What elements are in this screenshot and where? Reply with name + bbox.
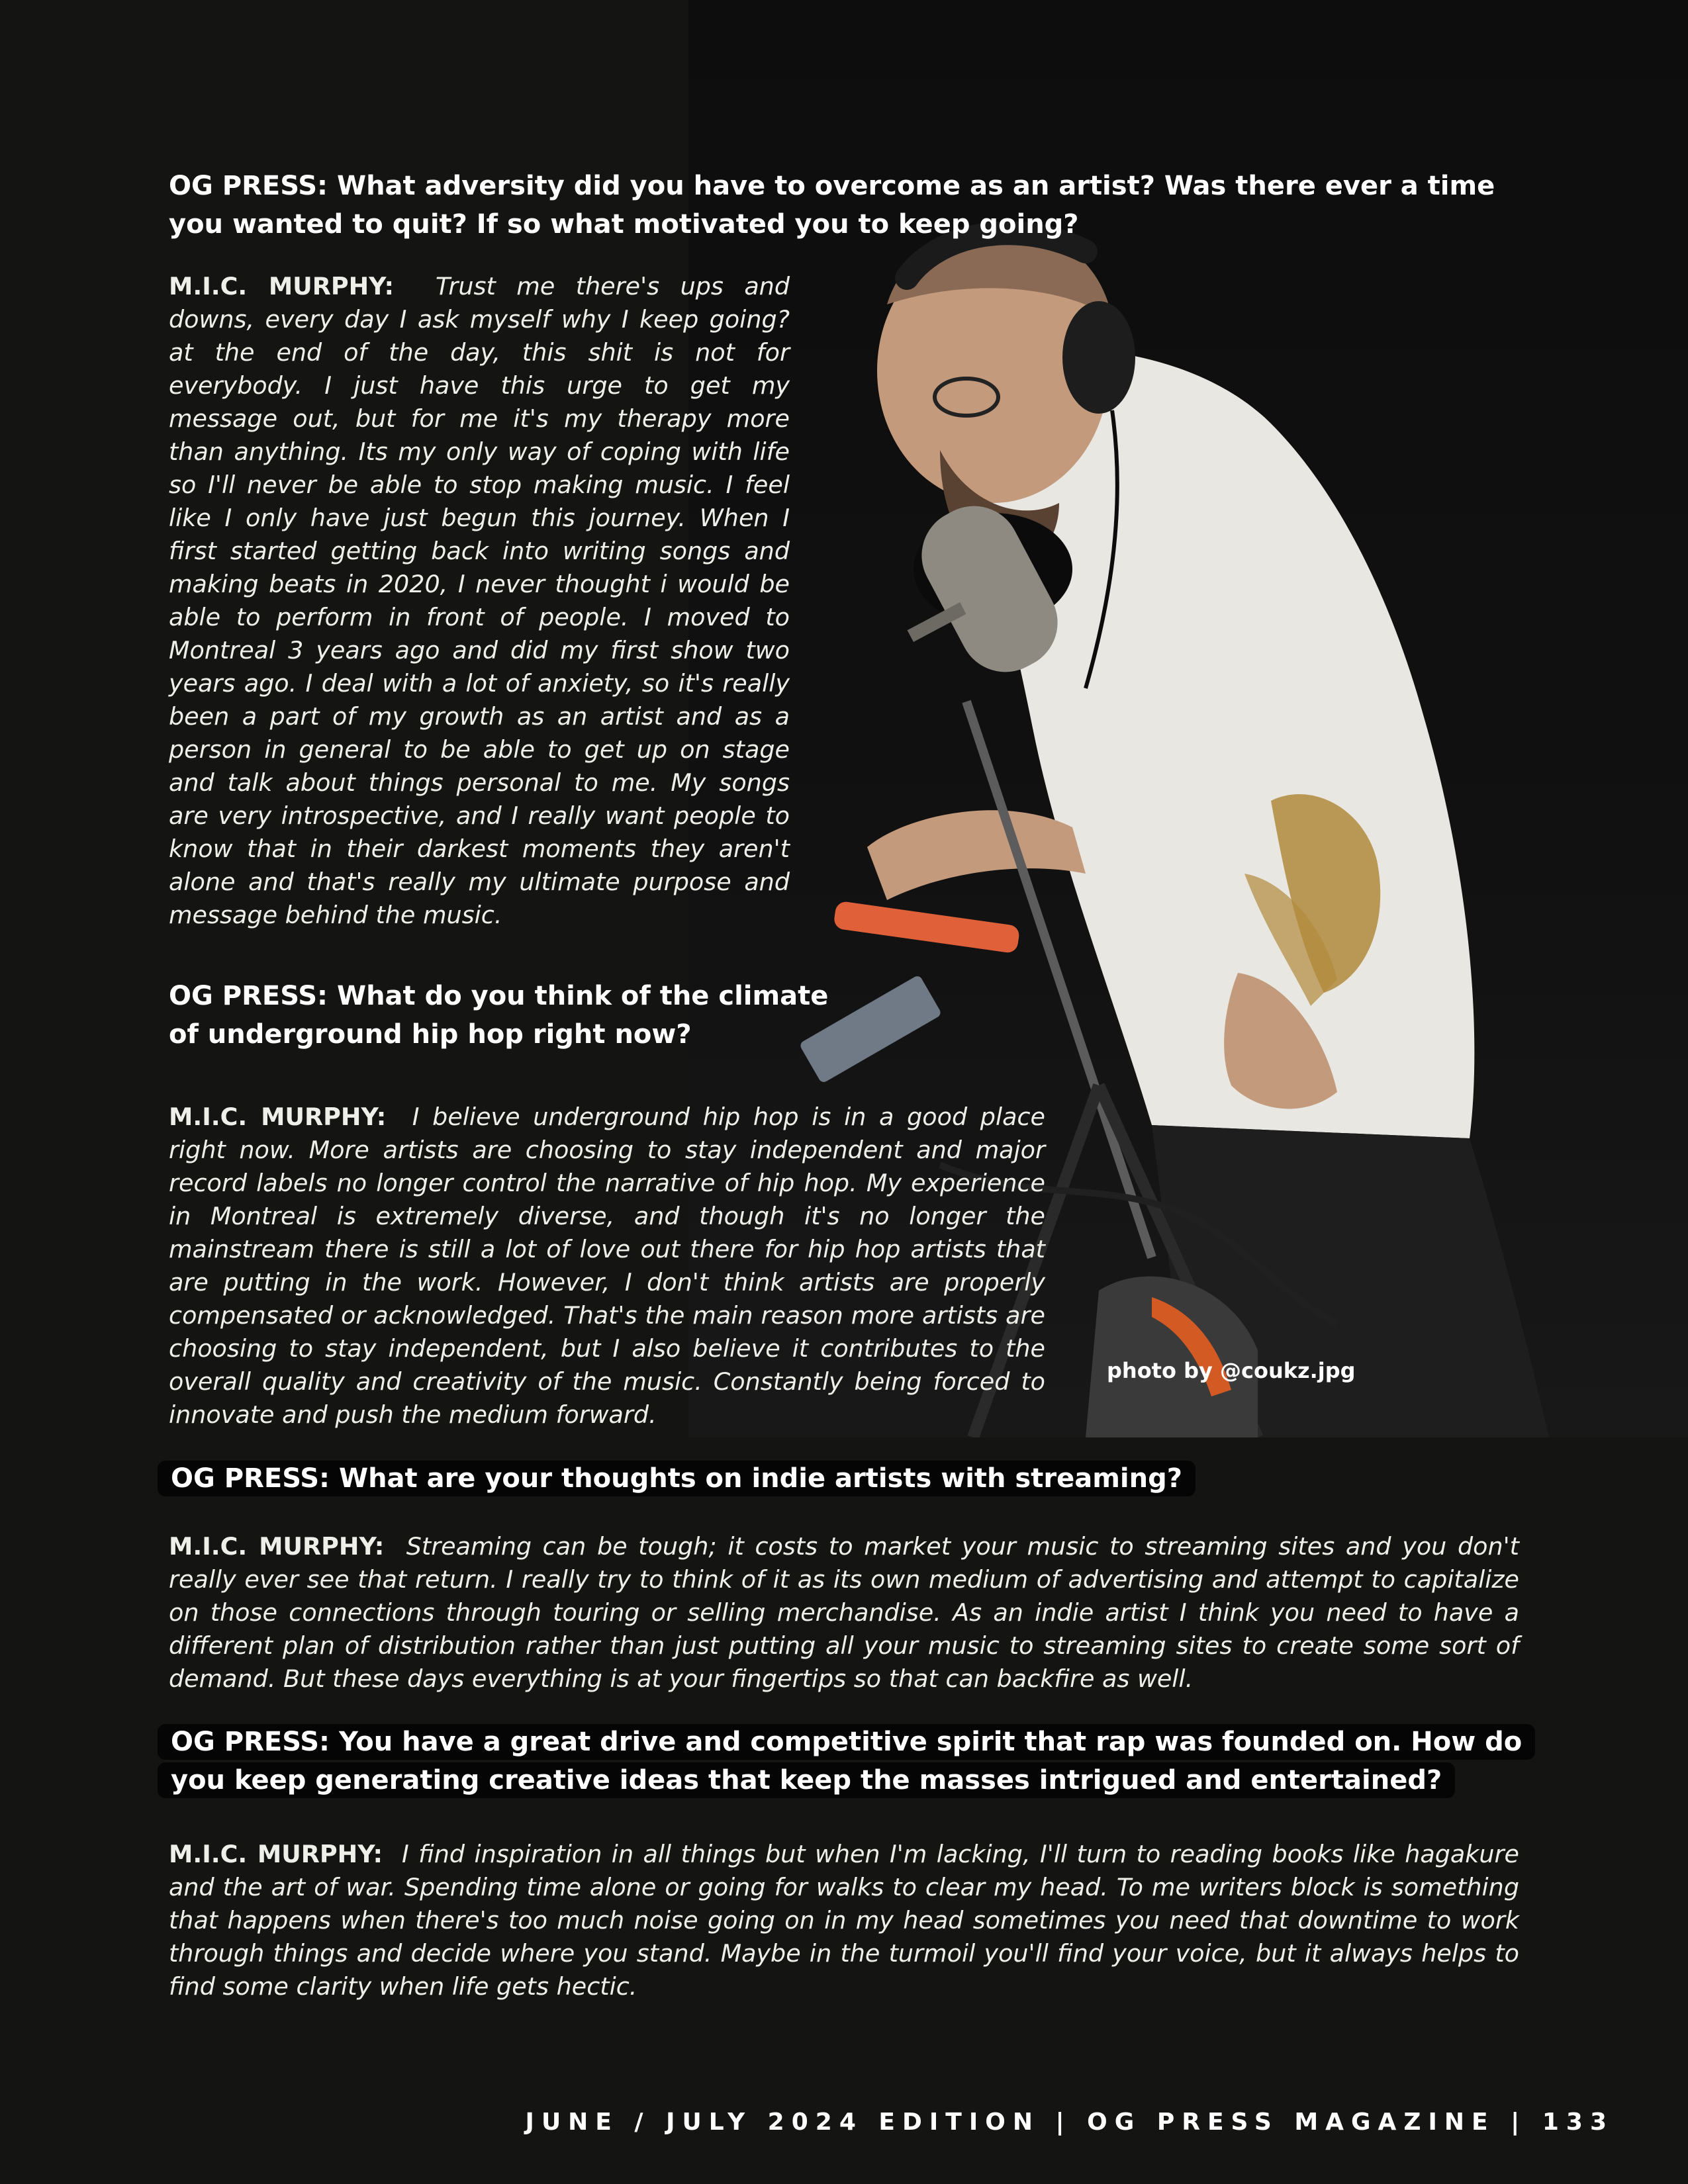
answer-4-speaker: M.I.C. MURPHY: [169, 1840, 383, 1868]
answer-3-speaker: M.I.C. MURPHY: [169, 1532, 385, 1561]
answer-1 [169, 270, 790, 932]
answer-4 [169, 1838, 1519, 2003]
question-3-text: OG PRESS: What are your thoughts on indie artists with streaming? [158, 1461, 1196, 1496]
question-2 [169, 977, 831, 1054]
question-3 [158, 1459, 1283, 1498]
answer-1-text: Trust me there's ups and downs, every day I ask myself why I keep going? at the end of the day, this shit is not for everybody. I just have this urge to get my message out, but for me it's my therapy more than anything. Its my only way of coping with life so I'll never be able to stop making music. I feel like I only have just begun this journey. When I first started getting back into writing songs and making beats in 2020, I never thought i would be able to perform in front of people. I moved to Montreal 3 years ago and did my first show two years ago. I deal with a lot of anxiety, so it's really been a part of my growth as an artist and as a person in general to be able to get up on stage and talk about things personal to me. My songs are very introspective, and I really want people to know that in their darkest moments they aren't alone and that's really my ultimate purpose and message behind the music. [169, 272, 790, 929]
question-1 [169, 167, 1532, 244]
answer-4-text: I find inspiration in all things but when I'm lacking, I'll turn to reading books like hagakure and the art of war. Spending time alone or going for walks to clear my head. To me writers block is something that happens when there's too much noise going on in my head sometimes you need that downtime to work through things and decide where you stand. Maybe in the turmoil you'll find your voice, but it always helps to find some clarity when life gets hectic. [169, 1840, 1519, 2001]
answer-3 [169, 1530, 1519, 1696]
answer-2 [169, 1101, 1045, 1432]
question-4 [158, 1723, 1528, 1799]
page-footer: JUNE / JULY 2024 EDITION | OG PRESS MAGAZINE | 133 [525, 2109, 1614, 2136]
question-4-text: OG PRESS: You have a great drive and competitive spirit that rap was founded on. How do you keep generating creative ideas that keep the masses intrigued and entertained? [158, 1724, 1535, 1798]
answer-2-text: I believe underground hip hop is in a good place right now. More artists are choosing to stay independent and major record labels no longer control the narrative of hip hop. My experience in Montreal is extremely diverse, and though it's no longer the mainstream there is still a lot of love out there for hip hop artists that are putting in the work. However, I don't think artists are properly compensated or acknowledged. That's the main reason more artists are choosing to stay independent, but I also believe it contributes to the overall quality and creativity of the music. Constantly being forced to innovate and push the medium forward. [169, 1103, 1045, 1429]
photo-credit: photo by @coukz.jpg [1107, 1358, 1356, 1383]
answer-3-text: Streaming can be tough; it costs to market your music to streaming sites and you don't really ever see that return. I really try to think of it as its own medium of advertising and attempt to capitalize on those connections through touring or selling merchandise. As an indie artist I think you need to have a different plan of distribution rather than just putting all your music to streaming sites to create some sort of demand. But these days everything is at your fingertips so that can backfire as well. [169, 1532, 1519, 1693]
question-2-text: OG PRESS: What do you think of the climate of underground hip hop right now? [169, 981, 829, 1050]
question-1-text: OG PRESS: What adversity did you have to overcome as an artist? Was there ever a time you wanted to quit? If so what motivated you to keep going? [169, 171, 1495, 240]
answer-2-speaker: M.I.C. MURPHY: [169, 1103, 387, 1131]
answer-1-speaker: M.I.C. MURPHY: [169, 272, 395, 300]
